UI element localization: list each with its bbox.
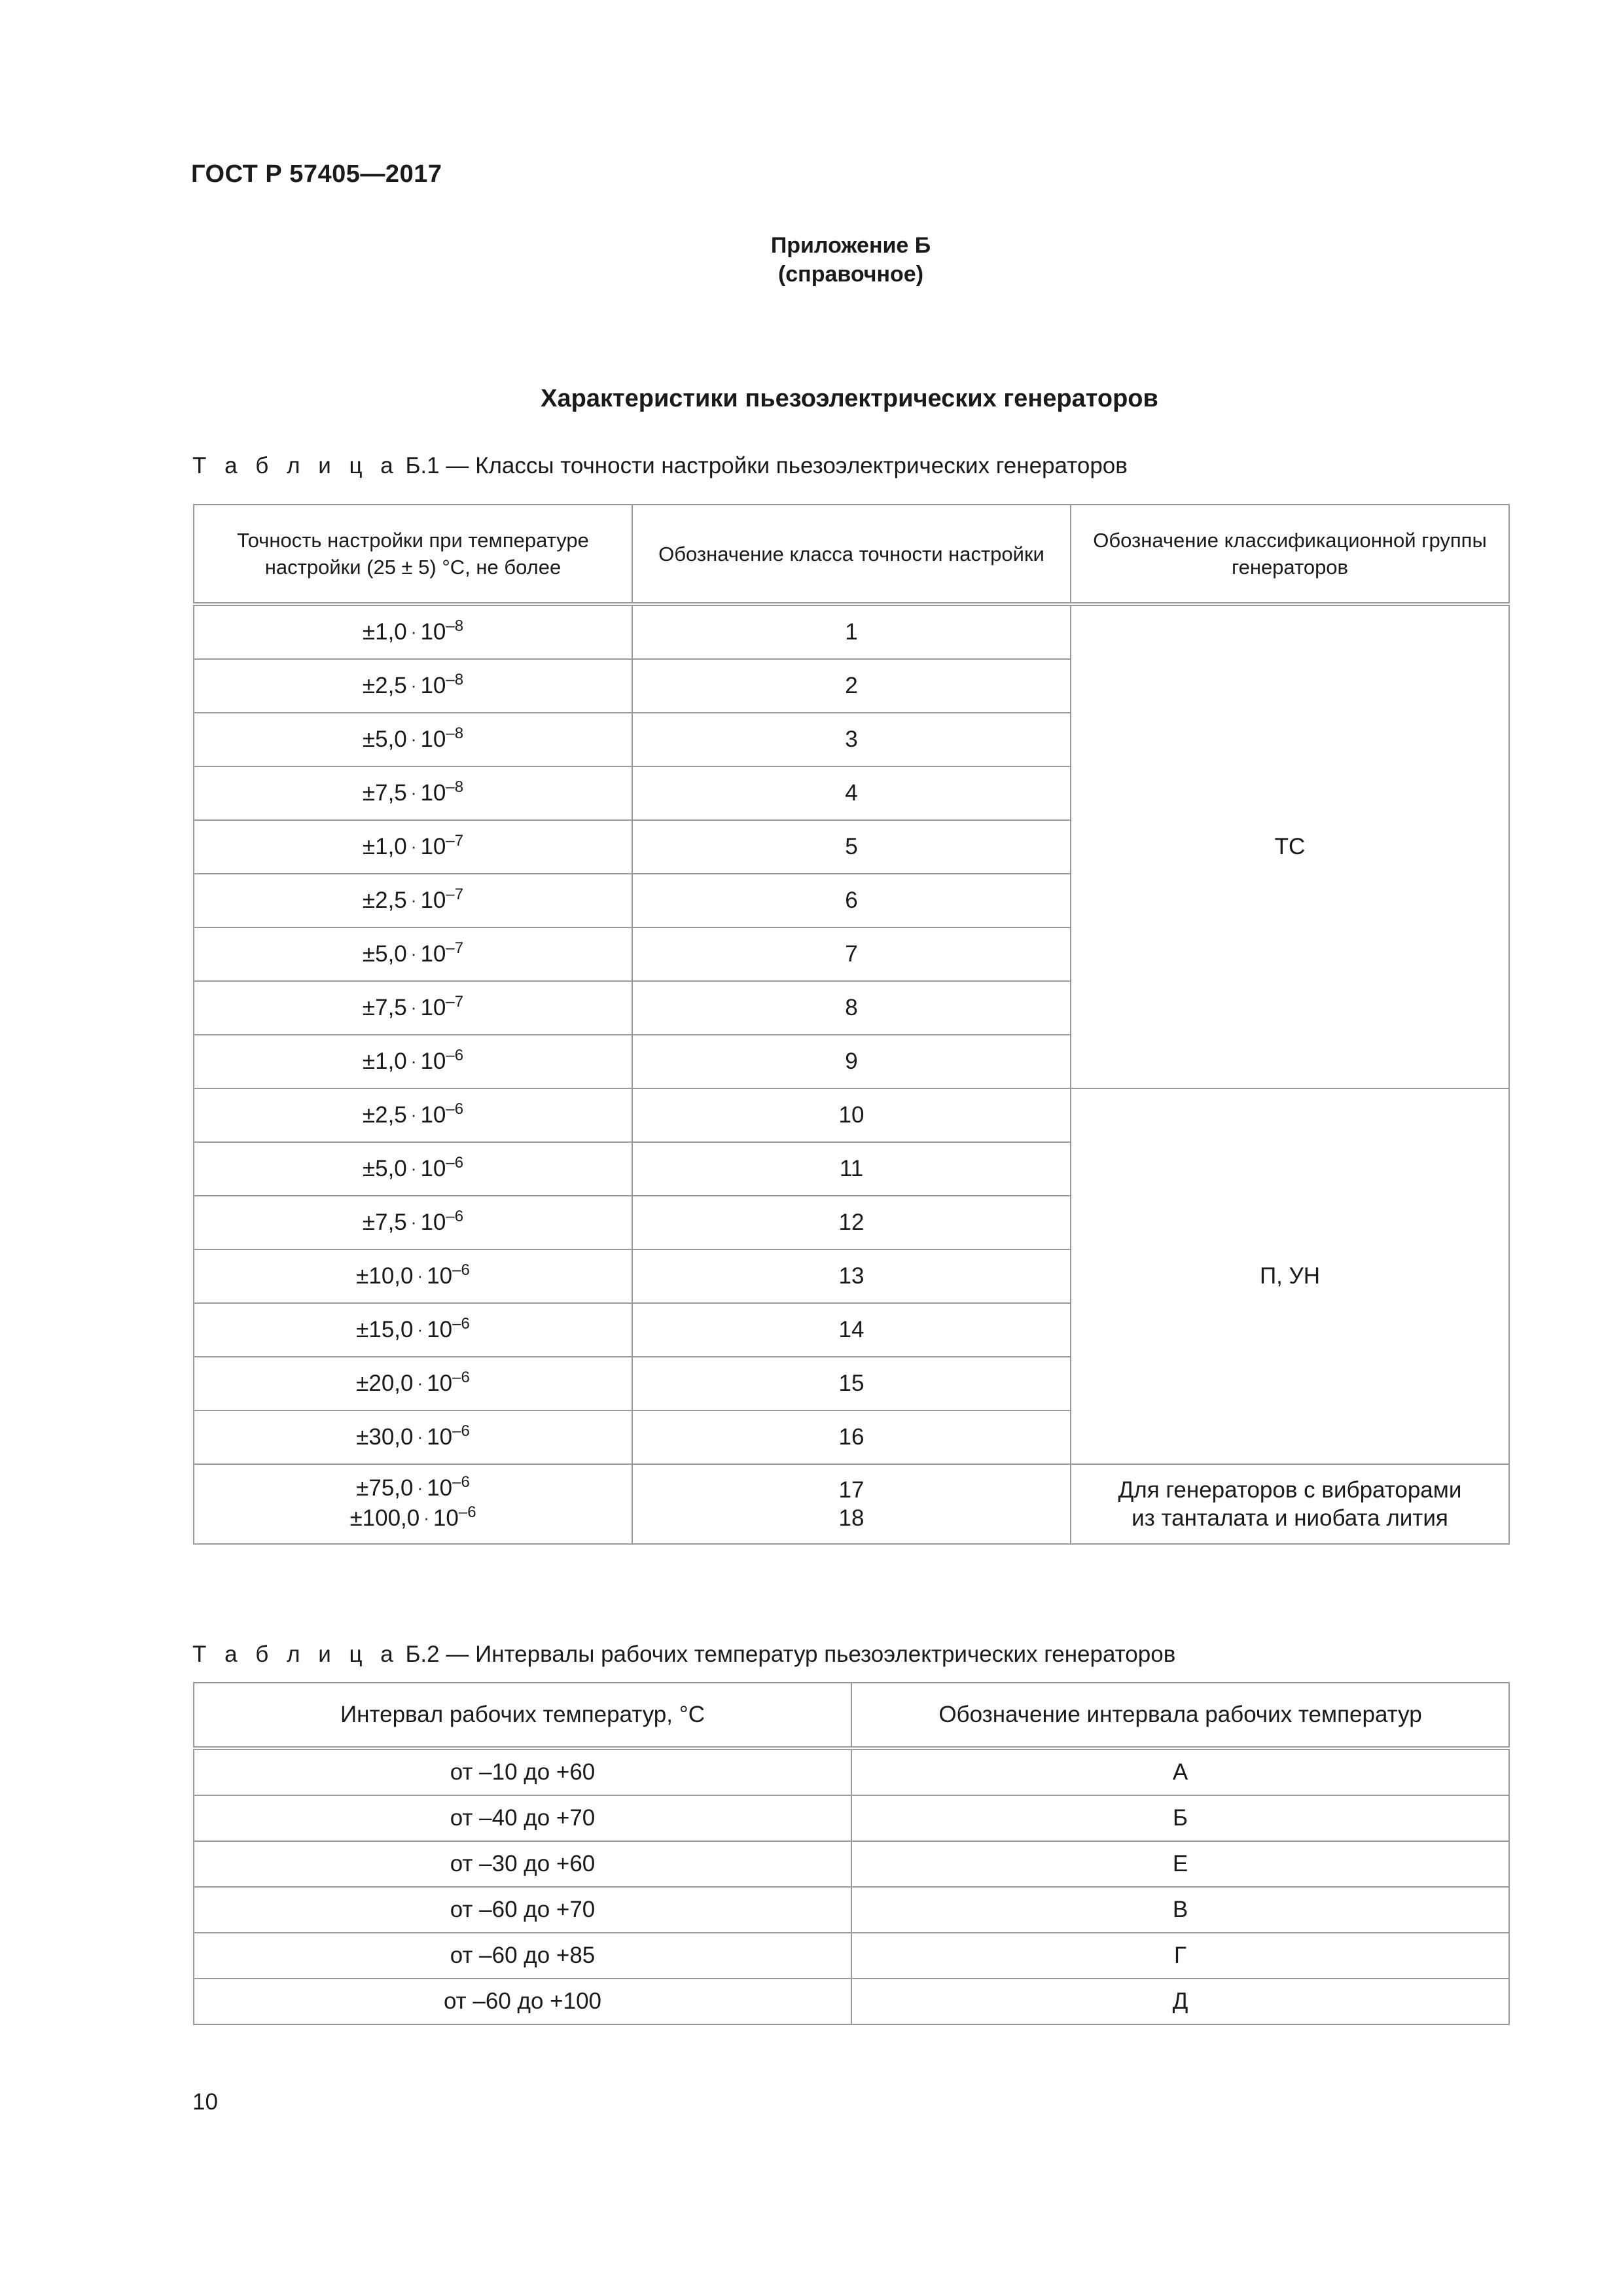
accuracy-classes-table xyxy=(193,504,1510,1545)
document-code: ГОСТ Р 57405—2017 xyxy=(191,160,442,188)
class-value: 11 xyxy=(632,1142,1071,1196)
class-value: 17 18 xyxy=(632,1464,1071,1544)
table1-header-class: Обозначение класса точности настройки xyxy=(632,505,1071,604)
accuracy-value: $\pm 15,0 \cdot 10^{-6}$ xyxy=(194,1303,632,1357)
accuracy-value: $\pm 20,0 \cdot 10^{-6}$ xyxy=(194,1357,632,1410)
group-cell-tantalate: Для генераторов с вибраторами из танталата и ниобата лития xyxy=(1071,1464,1509,1544)
interval-value: от –60 до +100 xyxy=(194,1979,851,2024)
group-cell-tc: ТС xyxy=(1071,604,1509,1088)
annex-subtitle: (справочное) xyxy=(777,262,924,287)
interval-value: от –10 до +60 xyxy=(194,1748,851,1795)
interval-value: от –60 до +85 xyxy=(194,1933,851,1979)
interval-value: от –60 до +70 xyxy=(194,1887,851,1933)
table2-caption-text: Б.2 — Интервалы рабочих температур пьезоэлектрических генераторов xyxy=(399,1641,1176,1667)
table-row xyxy=(194,1887,1509,1933)
table2-header-code: Обозначение интервала рабочих температур xyxy=(851,1683,1509,1748)
accuracy-value: $\pm 10,0 \cdot 10^{-6}$ xyxy=(194,1249,632,1303)
accuracy-value: $\pm 2,5 \cdot 10^{-7}$ xyxy=(194,874,632,927)
class-value: 14 xyxy=(632,1303,1071,1357)
accuracy-value: $\pm 5,0 \cdot 10^{-7}$ xyxy=(194,927,632,981)
table-row xyxy=(194,1841,1509,1887)
table1-caption-prefix: Т а б л и ц а xyxy=(192,453,399,478)
interval-value: от –40 до +70 xyxy=(194,1795,851,1841)
class-value: 10 xyxy=(632,1088,1071,1142)
table-row xyxy=(194,1464,1509,1544)
accuracy-value: $\pm 30,0 \cdot 10^{-6}$ xyxy=(194,1410,632,1464)
table1-caption xyxy=(192,453,1128,479)
accuracy-value: $\pm 1,0 \cdot 10^{-6}$ xyxy=(194,1035,632,1088)
temperature-intervals-table xyxy=(193,1682,1510,2025)
table-row xyxy=(194,1933,1509,1979)
table2-caption xyxy=(192,1641,1175,1668)
class-value: 3 xyxy=(632,713,1071,766)
class-value: 5 xyxy=(632,820,1071,874)
table-row xyxy=(194,1795,1509,1841)
table1-header-accuracy: Точность настройки при температуре настройки (25 ± 5) °С, не более xyxy=(194,505,632,604)
table1-header-group: Обозначение классификационной группы генераторов xyxy=(1071,505,1509,604)
accuracy-value: $\pm 7,5 \cdot 10^{-7}$ xyxy=(194,981,632,1035)
table2-caption-prefix: Т а б л и ц а xyxy=(192,1641,399,1667)
accuracy-value: $\pm 1,0 \cdot 10^{-8}$ xyxy=(194,604,632,659)
interval-code: А xyxy=(851,1748,1509,1795)
class-value: 1 xyxy=(632,604,1071,659)
table2-header-interval: Интервал рабочих температур, °С xyxy=(194,1683,851,1748)
annex-title: Приложение Б xyxy=(770,233,931,258)
class-value: 13 xyxy=(632,1249,1071,1303)
accuracy-value: $\pm 1,0 \cdot 10^{-7}$ xyxy=(194,820,632,874)
accuracy-value: $\pm 7,5 \cdot 10^{-8}$ xyxy=(194,766,632,820)
class-value: 16 xyxy=(632,1410,1071,1464)
table-row xyxy=(194,604,1509,659)
table1-header-row xyxy=(194,505,1509,604)
table2-header-row xyxy=(194,1683,1509,1748)
table-row xyxy=(194,1748,1509,1795)
interval-code: В xyxy=(851,1887,1509,1933)
interval-code: Б xyxy=(851,1795,1509,1841)
table-row xyxy=(194,1979,1509,2024)
section-title: Характеристики пьезоэлектрических генераторов xyxy=(541,385,1158,412)
class-value: 4 xyxy=(632,766,1071,820)
interval-code: Д xyxy=(851,1979,1509,2024)
accuracy-value: $\pm 2,5 \cdot 10^{-6}$ xyxy=(194,1088,632,1142)
page-number: 10 xyxy=(192,2089,218,2115)
class-value: 6 xyxy=(632,874,1071,927)
interval-value: от –30 до +60 xyxy=(194,1841,851,1887)
table1-caption-text: Б.1 — Классы точности настройки пьезоэлектрических генераторов xyxy=(399,453,1128,478)
class-value: 2 xyxy=(632,659,1071,713)
accuracy-value: $\pm 7,5 \cdot 10^{-6}$ xyxy=(194,1196,632,1249)
class-value: 8 xyxy=(632,981,1071,1035)
group-cell-p-un: П, УН xyxy=(1071,1088,1509,1464)
class-value: 7 xyxy=(632,927,1071,981)
accuracy-value: $\pm 5,0 \cdot 10^{-8}$ xyxy=(194,713,632,766)
accuracy-value: $\pm 75,0 \cdot 10^{-6}$ $\pm 100,0 \cdot 10^{-6}$ xyxy=(194,1464,632,1544)
class-value: 12 xyxy=(632,1196,1071,1249)
interval-code: Г xyxy=(851,1933,1509,1979)
class-value: 9 xyxy=(632,1035,1071,1088)
table-row xyxy=(194,1088,1509,1142)
accuracy-value: $\pm 5,0 \cdot 10^{-6}$ xyxy=(194,1142,632,1196)
interval-code: Е xyxy=(851,1841,1509,1887)
class-value: 15 xyxy=(632,1357,1071,1410)
accuracy-value: $\pm 2,5 \cdot 10^{-8}$ xyxy=(194,659,632,713)
